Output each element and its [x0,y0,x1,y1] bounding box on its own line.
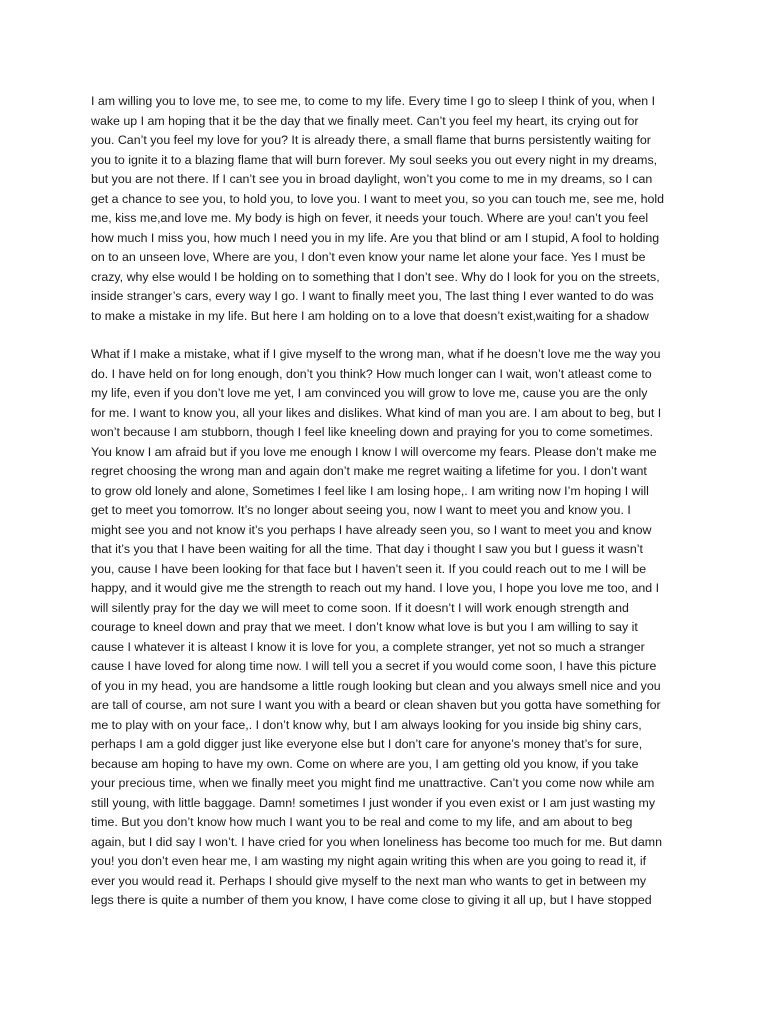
text-line: get a chance to see you, to hold you, to love you. I want to meet you, so you can touch me, see me, hold [91,191,665,206]
text-line: courage to kneel down and pray that we meet. I don’t know what love is but you I am willing to say it [91,620,638,634]
text-line: but you are not there. If I can’t see you in broad daylight, won’t you come to me in my dreams, so I can [91,172,653,186]
text-line: me, kiss me,and love me. My body is high on fever, it needs your touch. Where are you! can’t you feel [91,211,649,225]
text-line: to make a mistake in my life. But here I am holding on to a love that doesn’t exist,waiting for a shadow [91,308,649,323]
text-line: ever you would read it. Perhaps I should give myself to the next man who wants to get in between my [91,873,647,888]
text-line: What if I make a mistake, what if I give myself to the wrong man, what if he doesn’t love me the way you [91,347,661,361]
text-line: I am willing you to love me, to see me, to come to my life. Every time I go to sleep I think of you, when I [91,94,656,108]
text-line: wake up I am hoping that it be the day that we finally meet. Can’t you feel my heart, its crying out for [91,113,639,128]
text-line: perhaps I am a gold digger just like everyone else but I don’t care for anyone’s money that’s for sure, [91,737,643,751]
text-line: how much I miss you, how much I need you in my life. Are you that blind or am I stupid, A fool to holding [91,230,660,245]
text-line: because am hoping to have my own. Come on where are you, I am getting old you know, if you take [91,756,639,771]
text-line: that it’s you that I have been waiting for all the time. That day i thought I saw you but I guess it wasn’t [91,542,643,556]
text-line: me to play with on your face,. I don’t know why, but I am always looking for you inside big shiny cars, [91,717,642,732]
text-line: cause I have loved for along time now. I will tell you a secret if you would come soon, I have this picture [91,659,657,673]
text-line: time. But you don’t know how much I want you to be real and come to my life, and am about to beg [91,815,633,829]
text-line: of you in my head, you are handsome a little rough looking but clean and you always smell nice and you [91,678,661,693]
text-line: again, but I did say I won’t. I have cried for you when loneliness has become too much for me. But damn [91,834,662,849]
text-line: you! you don’t even hear me, I am wasting my night again writing this when are you going to read it, if [91,854,647,868]
text-line: to grow old lonely and alone, Sometimes I feel like I am losing hope,. I am writing now I’m hoping I will [91,483,649,498]
text-line: still young, with little baggage. Damn! sometimes I just wonder if you even exist or I am just wasting my [91,795,656,810]
text-line: cause I whatever it is alteast I know it is love for you, a complete stranger, yet not so much a stranger [91,639,645,654]
text-line: my life, even if you don’t love me yet, I am convinced you will grow to love me, cause you are the only [91,386,648,400]
text-line: your precious time, when we finally meet you might find me unattractive. Can’t you come now while am [91,776,655,790]
text-line: do. I have held on for long enough, don’t you think? How much longer can I wait, won’t atleast come to [91,366,652,381]
text-line: you. Can’t you feel my love for you? It is already there, a small flame that burns persistently waiting for [91,133,651,147]
text-line: you to ignite it to a blazing flame that will burn forever. My soul seeks you out every night in my dreams, [91,152,658,167]
text-line: regret choosing the wrong man and again don’t make me regret waiting a lifetime for you. I don’t want [91,464,647,478]
text-line: you, cause I have been looking for that face but I haven’t seen it. If you could reach out to me I will be [91,561,647,576]
text-line: for me. I want to know you, all your likes and dislikes. What kind of man you are. I am about to beg, but I [91,405,662,420]
text-line: are tall of course, am not sure I want you with a beard or clean shaven but you gotta have something for [91,698,661,712]
text-line: happy, and it would give me the strength to reach out my hand. I love you, I hope you love me too, and I [91,581,660,595]
text-line: legs there is quite a number of them you know, I have come close to giving it all up, but I have stopped [91,893,652,907]
text-line: inside stranger’s cars, every way I go. I want to finally meet you, The last thing I ever wanted to do was [91,289,654,303]
text-line: won’t because I am stubborn, though I feel like kneeling down and praying for you to come sometimes. [91,425,654,439]
text-line: crazy, why else would I be holding on to something that I don’t see. Why do I look for you on the streets, [91,269,660,284]
text-line: will silently pray for the day we will meet to come soon. If it doesn’t I will work enough strength and [91,600,629,615]
text-line: on to an unseen love, Where are you, I don’t even know your name let alone your face. Yes I must be [91,250,646,264]
paragraph-2 [91,345,691,911]
paragraph-1 [91,92,691,326]
text-line: get to meet you tomorrow. It’s no longer about seeing you, now I want to meet you and know you. I [91,503,631,517]
text-line: might see you and not know it’s you perhaps I have already seen you, so I want to meet you and know [91,522,652,537]
text-line: You know I am afraid but if you love me enough I know I will overcome my fears. Please don’t make me [91,444,657,459]
